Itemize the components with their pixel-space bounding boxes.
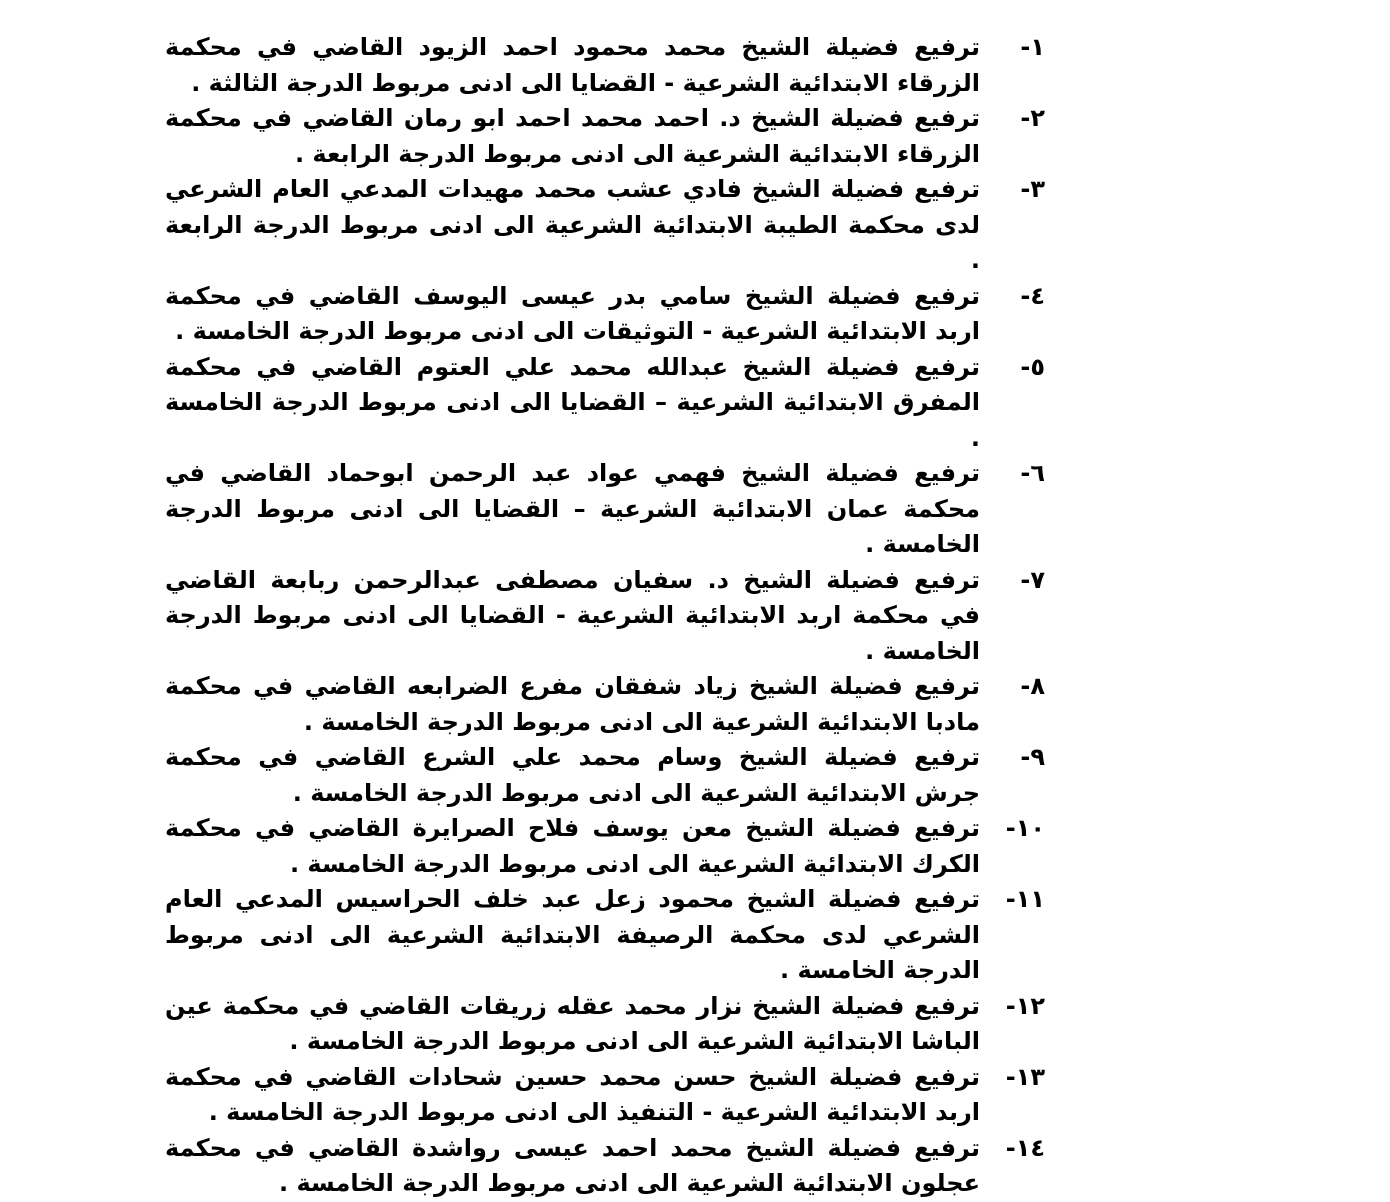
list-item	[165, 350, 1045, 457]
item-text: ترفيع فضيلة الشيخ محمود زعل عبد خلف الحراسيس المدعي العام الشرعي لدى محكمة الرصيفة الابتدائية الشرعية الى ادنى مربوط الدرجة الخامسة .	[165, 885, 980, 984]
item-text: ترفيع فضيلة الشيخ محمد احمد عيسى رواشدة القاضي في محكمة عجلون الابتدائية الشرعية الى ادنى مربوط الدرجة الخامسة .	[165, 1133, 980, 1197]
list-item	[165, 30, 1045, 101]
list-item	[165, 1131, 1045, 1202]
item-number: ١١-	[1005, 885, 1045, 913]
item-number: ٩-	[1020, 743, 1045, 771]
item-text: ترفيع فضيلة الشيخ عبدالله محمد علي العتوم القاضي في محكمة المفرق الابتدائية الشرعية – القضايا الى ادنى مربوط الدرجة الخامسة .	[165, 352, 980, 452]
list-item	[165, 456, 1045, 563]
item-text: ترفيع فضيلة الشيخ معن يوسف فلاح الصرايرة القاضي في محكمة الكرك الابتدائية الشرعية الى ادنى مربوط الدرجة الخامسة .	[165, 814, 980, 878]
list-item	[165, 1060, 1045, 1131]
list-item	[165, 669, 1045, 740]
list-item	[165, 882, 1045, 989]
item-text: ترفيع فضيلة الشيخ محمد محمود احمد الزيود القاضي في محكمة الزرقاء الابتدائية الشرعية - القضايا الى ادنى مربوط الدرجة الثالثة .	[165, 33, 980, 97]
item-text: ترفيع فضيلة الشيخ فادي عشب محمد مهيدات المدعي العام الشرعي لدى محكمة الطيبة الابتدائية الشرعية الى ادنى مربوط الدرجة الرابعة .	[165, 175, 980, 274]
item-text: ترفيع فضيلة الشيخ وسام محمد علي الشرع القاضي في محكمة جرش الابتدائية الشرعية الى ادنى مربوط الدرجة الخامسة .	[165, 743, 980, 807]
item-number: ٨-	[1020, 672, 1045, 700]
list-item	[165, 172, 1045, 279]
item-text: ترفيع فضيلة الشيخ فهمي عواد عبد الرحمن ابوحماد القاضي في محكمة عمان الابتدائية الشرعية – القضايا الى ادنى مربوط الدرجة الخامسة .	[165, 459, 980, 558]
list-item	[165, 279, 1045, 350]
item-number: ١٣-	[1005, 1062, 1045, 1091]
list-item	[165, 563, 1045, 670]
item-number: ٦-	[1020, 459, 1045, 487]
item-number: ١-	[1020, 33, 1045, 61]
item-text: ترفيع فضيلة الشيخ د. احمد محمد احمد ابو رمان القاضي في محكمة الزرقاء الابتدائية الشرعية الى ادنى مربوط الدرجة الرابعة .	[165, 104, 980, 168]
item-number: ١٢-	[1005, 991, 1045, 1020]
list-item	[165, 811, 1045, 882]
list-item	[165, 101, 1045, 172]
item-number: ٧-	[1020, 565, 1045, 594]
item-number: ٣-	[1020, 175, 1045, 203]
item-number: ٥-	[1020, 352, 1045, 381]
item-number: ١٠-	[1005, 814, 1045, 842]
list-item	[165, 989, 1045, 1060]
item-number: ٤-	[1020, 281, 1045, 310]
item-number: ١٤-	[1005, 1133, 1045, 1162]
item-text: ترفيع فضيلة الشيخ حسن محمد حسين شحادات القاضي في محكمة اربد الابتدائية الشرعية - التنفيذ الى ادنى مربوط الدرجة الخامسة .	[165, 1062, 980, 1126]
item-text: ترفيع فضيلة الشيخ نزار محمد عقله زريقات القاضي في محكمة عين الباشا الابتدائية الشرعية الى ادنى مربوط الدرجة الخامسة .	[165, 991, 980, 1055]
promotions-list	[165, 30, 1045, 1202]
item-text: ترفيع فضيلة الشيخ زياد شفقان مفرع الضرابعه القاضي في محكمة مادبا الابتدائية الشرعية الى ادنى مربوط الدرجة الخامسة .	[165, 672, 980, 736]
item-number: ٢-	[1020, 104, 1045, 132]
item-text: ترفيع فضيلة الشيخ د. سفيان مصطفى عبدالرحمن ربابعة القاضي في محكمة اربد الابتدائية الشرعية - القضايا الى ادنى مربوط الدرجة الخامسة .	[165, 565, 980, 665]
item-text: ترفيع فضيلة الشيخ سامي بدر عيسى اليوسف القاضي في محكمة اربد الابتدائية الشرعية - التوثيقات الى ادنى مربوط الدرجة الخامسة .	[165, 281, 980, 345]
list-item	[165, 740, 1045, 811]
